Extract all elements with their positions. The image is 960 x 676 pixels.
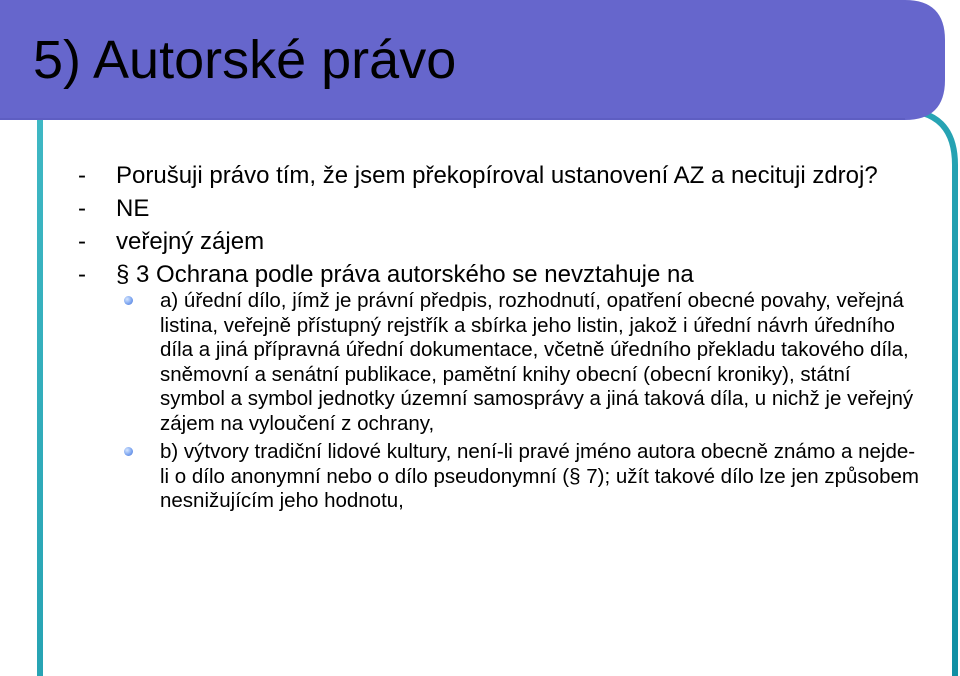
bullet-item [78,195,928,223]
bullet-list [78,162,928,519]
sub-bullet-text: b) výtvory tradiční lidové kultury, není-li pravé jméno autora obecně známo a nejde-li o dílo anonymní nebo o dílo pseudonymní (§ 7); užít takové dílo lze jen způsobem nesnižujícím jeho hodnotu, [160,440,919,512]
sub-bullet-list [96,289,928,514]
slide-title: 5) Autorské právo [33,30,457,90]
dash-marker: - [78,228,86,255]
sub-bullet-item [96,289,928,436]
bullet-item [78,162,928,190]
blue-dot-icon [124,296,133,305]
title-bar-shadow [0,118,905,120]
bullet-text: § 3 Ochrana podle práva autorského se nevztahuje na [116,261,694,288]
sub-bullet-item [96,440,928,514]
sub-bullet-text: a) úřední dílo, jímž je právní předpis, rozhodnutí, opatření obecné povahy, veřejná listina, veřejně přístupný rejstřík a sbírka jeho listin, jakož i úřední návrh úředního díla a jiná přípravná úřední dokumentace, včetně úředního překladu takového díla, sněmovní a senátní publikace, pamětní knihy obecní (obecní kroniky), státní symbol a symbol jednotky územní samosprávy a jiná taková díla, u nichž je veřejný zájem na vyloučení z ochrany, [160,289,914,435]
dash-marker: - [78,195,86,222]
bullet-item [78,261,928,514]
bullet-item [78,228,928,256]
bullet-text: veřejný zájem [116,228,265,255]
bullet-text: Porušuji právo tím, že jsem překopíroval ustanovení AZ a necituji zdroj? [116,162,878,189]
blue-dot-icon [124,447,133,456]
bullet-text: NE [116,195,150,222]
dash-marker: - [78,261,86,288]
dash-marker: - [78,162,86,189]
